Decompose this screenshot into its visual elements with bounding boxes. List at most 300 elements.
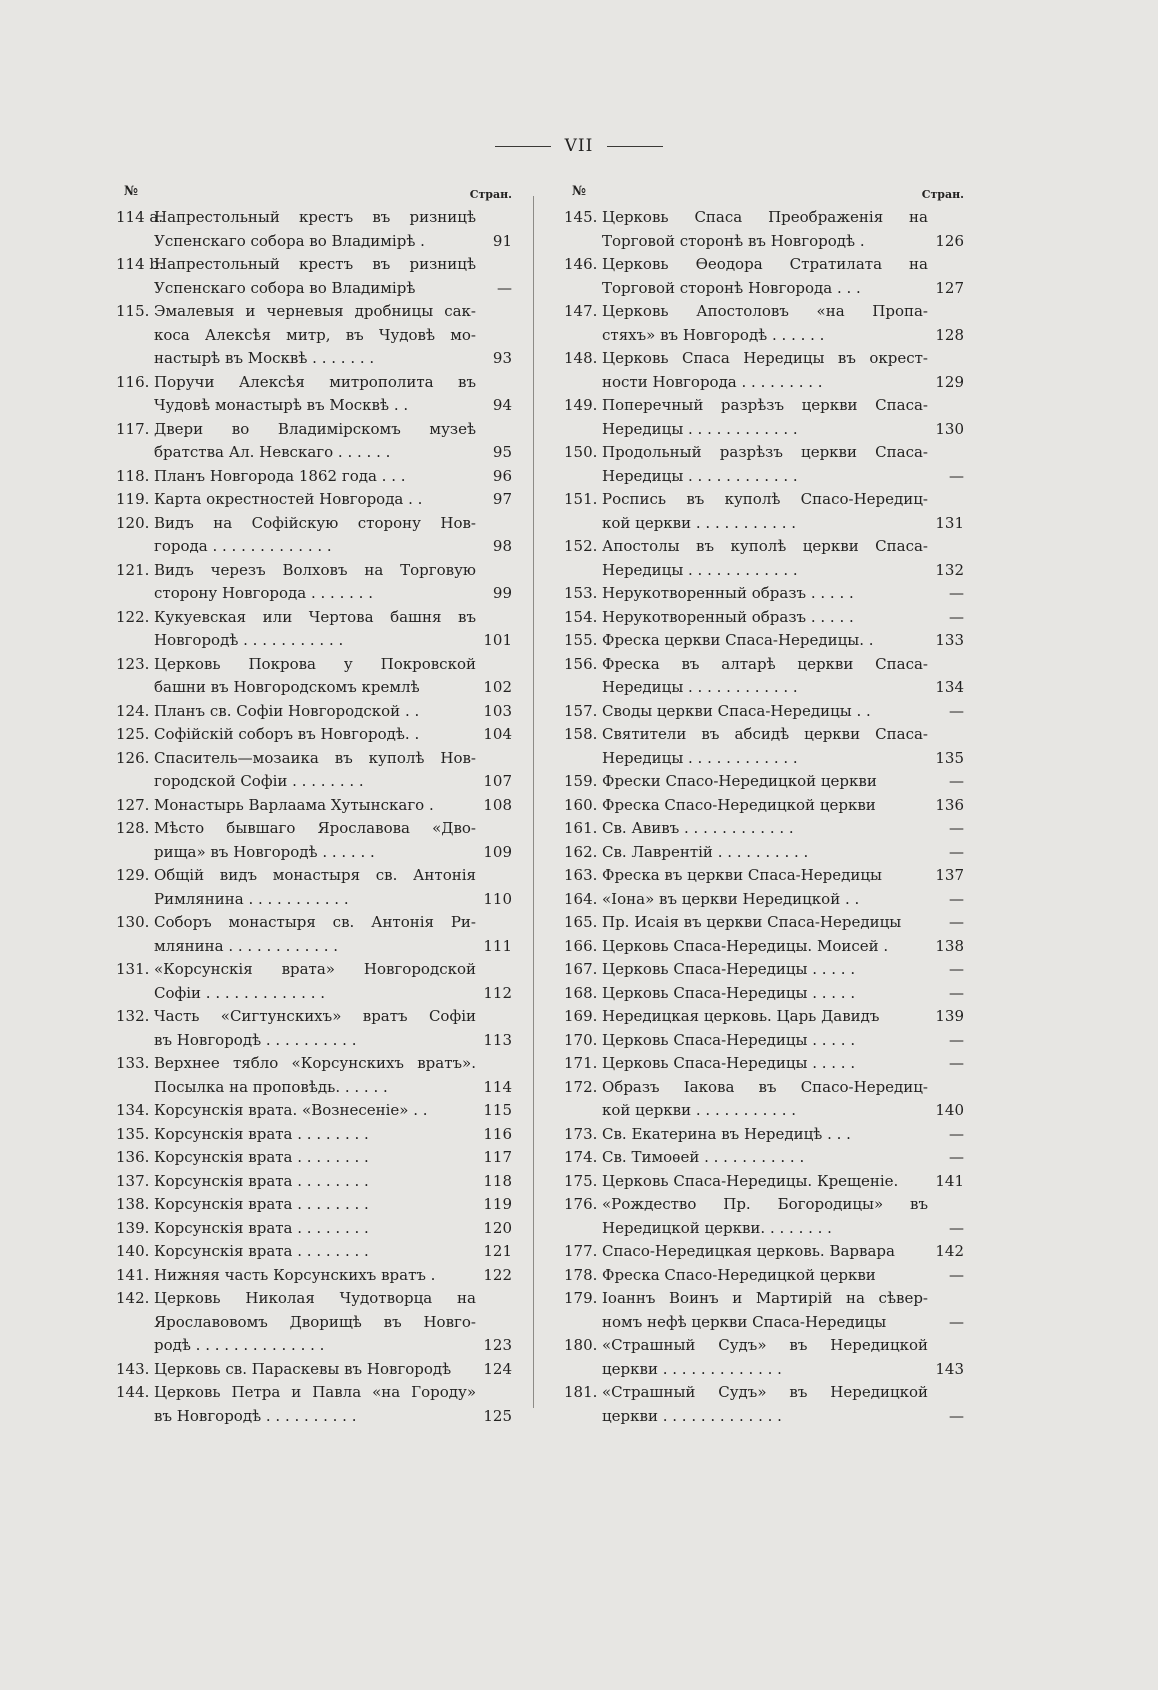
entry-title-line: ности Новгорода . . . . . . . . . [602, 372, 823, 391]
entry-title-line: Нижняя часть Корсунскихъ вратъ . [154, 1265, 436, 1284]
entry-title-line: Напрестольный крестъ въ ризницѣ [154, 208, 476, 226]
list-item [564, 394, 964, 441]
entry-page: 96 [492, 466, 512, 485]
entry-number: 138. [116, 1195, 150, 1213]
entry-title [154, 911, 476, 958]
list-item [116, 653, 512, 700]
list-item [116, 371, 512, 418]
entry-page: — [949, 772, 964, 790]
list-item [564, 206, 964, 253]
entry-title-line: Новгородѣ . . . . . . . . . . . [154, 631, 344, 649]
entry-title [154, 1287, 476, 1358]
entry-title-line: Церковь Спаса-Нередицы . . . . . [602, 960, 856, 978]
entry-page: 101 [483, 631, 512, 649]
list-item [116, 794, 512, 818]
entry-page: 137 [935, 866, 964, 884]
entry-number: 175. [564, 1171, 598, 1190]
entry-title-line: Корсунскія врата . . . . . . . . [154, 1195, 369, 1213]
entry-title-line: Образъ Іакова въ Спасо-Нередиц- [602, 1077, 928, 1096]
entry-title-line: млянина . . . . . . . . . . . . [154, 936, 339, 955]
entry-title-line: города . . . . . . . . . . . . . [154, 537, 332, 555]
page-header [0, 136, 1158, 156]
entry-title-line: Церковь Покрова у Покровской [154, 654, 476, 673]
entry-title [602, 606, 928, 630]
entry-title [602, 700, 928, 724]
entry-number: 145. [564, 208, 598, 226]
entry-title-line: кой церкви . . . . . . . . . . . [602, 513, 797, 532]
entry-number: 160. [564, 795, 598, 814]
entry-number: 134. [116, 1101, 150, 1119]
list-item [564, 841, 964, 865]
list-item [564, 864, 964, 888]
entry-page: 122 [483, 1265, 512, 1284]
entry-number: 172. [564, 1077, 598, 1096]
entry-number: 137. [116, 1171, 150, 1190]
entry-title-line: Чудовѣ монастырѣ въ Москвѣ . . [154, 396, 409, 414]
entry-number: 173. [564, 1124, 598, 1143]
entry-page: 115 [483, 1101, 512, 1119]
entry-title-line: Корсунскія врата . . . . . . . . [154, 1148, 369, 1166]
header-rule-right [607, 146, 663, 147]
entry-page: 114 [483, 1077, 512, 1096]
entry-number: 174. [564, 1148, 598, 1166]
entry-title-line: Спасо-Нередицкая церковь. Варвара [602, 1242, 895, 1260]
entry-page: — [949, 983, 964, 1002]
entry-page: 140 [935, 1101, 964, 1119]
page-number: VII [564, 136, 594, 156]
entry-title [154, 653, 476, 700]
entry-page: 91 [492, 231, 512, 250]
entry-title-line: Соборъ монастыря св. Антонія Ри- [154, 913, 476, 931]
list-item [116, 418, 512, 465]
entry-number: 114 a. [116, 208, 164, 226]
entry-number: 124. [116, 701, 150, 720]
entry-title-line: стяхъ» въ Новгородѣ . . . . . . [602, 325, 825, 344]
entry-page: — [949, 1054, 964, 1072]
entry-page: 108 [483, 795, 512, 814]
entry-number: 176. [564, 1195, 598, 1213]
entry-title [154, 206, 476, 253]
number-header: № [572, 184, 587, 199]
entry-title [602, 1170, 928, 1194]
list-item [116, 1217, 512, 1241]
entry-title-line: номъ нефѣ церкви Спаса-Нередицы [602, 1312, 887, 1331]
entry-title-line: Корсунскія врата . . . . . . . . [154, 1242, 369, 1260]
entry-number: 119. [116, 490, 150, 508]
entry-title-line: Нерукотворенный образъ . . . . . [602, 607, 854, 626]
entry-number: 136. [116, 1148, 150, 1166]
entry-title-line: башни въ Новгородскомъ кремлѣ [154, 678, 420, 696]
entry-number: 114 b. [116, 255, 164, 273]
entry-title [154, 817, 476, 864]
entry-title-line: Нередицы . . . . . . . . . . . . [602, 560, 798, 579]
list-item [564, 1005, 964, 1029]
list-item [116, 1381, 512, 1428]
entry-number: 139. [116, 1218, 150, 1237]
entry-title-line: Фреска въ алтарѣ церкви Спаса- [602, 654, 928, 673]
list-item [564, 347, 964, 394]
entry-title [602, 1076, 928, 1123]
entry-page: 95 [492, 443, 512, 461]
entry-title-line: Нередицы . . . . . . . . . . . . [602, 678, 798, 696]
entry-title [602, 770, 928, 794]
entry-page: 136 [935, 795, 964, 814]
entry-number: 121. [116, 560, 150, 579]
entry-title-line: Верхнее тябло «Корсунскихъ вратъ». [154, 1054, 476, 1072]
entry-number: 142. [116, 1289, 150, 1307]
entry-title-line: Корсунскія врата . . . . . . . . [154, 1124, 369, 1143]
entry-page: — [949, 842, 964, 861]
entry-number: 153. [564, 584, 598, 602]
entry-page: — [949, 889, 964, 908]
entry-title [154, 1052, 476, 1099]
list-item [564, 300, 964, 347]
entry-title [602, 1123, 928, 1147]
entry-page: 127 [935, 278, 964, 297]
entry-title [154, 1146, 476, 1170]
entry-number: 165. [564, 913, 598, 931]
entry-title-line: церкви . . . . . . . . . . . . . [602, 1359, 782, 1378]
entry-title-line: братства Ал. Невскаго . . . . . . [154, 443, 391, 461]
entry-number: 147. [564, 302, 598, 320]
entry-title [154, 700, 476, 724]
entry-page: 98 [492, 537, 512, 555]
entry-title-line: сторону Новгорода . . . . . . . [154, 584, 373, 602]
list-item [116, 1264, 512, 1288]
entry-number: 158. [564, 725, 598, 743]
entry-title [154, 794, 476, 818]
entry-number: 120. [116, 513, 150, 532]
list-item [116, 465, 512, 489]
entry-page: 93 [492, 349, 512, 367]
entry-title [154, 958, 476, 1005]
entry-title-line: церкви . . . . . . . . . . . . . [602, 1406, 782, 1425]
entry-page: 143 [935, 1359, 964, 1378]
entry-title-line: Поперечный разрѣзъ церкви Спаса- [602, 396, 928, 414]
entry-title-line: Монастырь Варлаама Хутынскаго . [154, 795, 434, 814]
list-item [564, 582, 964, 606]
entry-title-line: Мѣсто бывшаго Ярославова «Дво- [154, 819, 476, 837]
entry-title-line: Апостолы въ куполѣ церкви Спаса- [602, 537, 928, 555]
entry-page: — [949, 701, 964, 720]
entry-title-line: Спаситель—мозаика въ куполѣ Нов- [154, 748, 476, 767]
list-item [116, 911, 512, 958]
entry-page: — [949, 1124, 964, 1143]
column-header [116, 184, 512, 206]
list-item [116, 606, 512, 653]
entry-page: 130 [935, 419, 964, 438]
list-item [116, 512, 512, 559]
entry-title [602, 911, 928, 935]
entry-number: 148. [564, 349, 598, 367]
list-item [564, 1264, 964, 1288]
list-item [564, 700, 964, 724]
entry-title-line: Эмалевыя и черневыя дробницы сак- [154, 302, 476, 320]
entry-title-line: Своды церкви Спаса-Нередицы . . [602, 701, 871, 720]
entry-title-line: Успенскаго собора во Владимірѣ . [154, 231, 425, 250]
entry-number: 177. [564, 1242, 598, 1260]
entry-title [602, 441, 928, 488]
entry-title-line: Св. Екатерина въ Нередицѣ . . . [602, 1124, 851, 1143]
entry-title [154, 1217, 476, 1241]
entry-title-line: Нередицы . . . . . . . . . . . . [602, 748, 798, 767]
entry-page: 110 [483, 889, 512, 908]
list-item [564, 723, 964, 770]
entry-page: 126 [935, 231, 964, 250]
entry-number: 143. [116, 1359, 150, 1378]
entry-number: 118. [116, 466, 150, 485]
page-header-label: Стран. [469, 188, 512, 201]
entry-title-line: Св. Авивъ . . . . . . . . . . . . [602, 819, 794, 837]
entry-title [602, 841, 928, 865]
number-header: № [124, 184, 139, 199]
entry-number: 156. [564, 654, 598, 673]
list-item [564, 1287, 964, 1334]
entry-title [602, 1287, 928, 1334]
list-item [564, 1193, 964, 1240]
entry-title-line: Роспись въ куполѣ Спасо-Нередиц- [602, 490, 928, 508]
entry-title-line: Общій видъ монастыря св. Антонія [154, 866, 476, 884]
entry-title-line: «Іона» въ церкви Нередицкой . . [602, 889, 860, 908]
entry-page: 128 [935, 325, 964, 344]
entry-title-line: Нередицкой церкви. . . . . . . . [602, 1218, 832, 1237]
entry-title-line: Церковь Спаса Нередицы въ окрест- [602, 349, 928, 367]
entry-number: 167. [564, 960, 598, 978]
entry-title-line: «Страшный Судъ» въ Нередицкой [602, 1336, 928, 1354]
entry-number: 163. [564, 866, 598, 884]
entry-title-line: Церковь Спаса-Нередицы . . . . . [602, 1030, 856, 1049]
column-divider [533, 196, 534, 1408]
entry-number: 144. [116, 1383, 150, 1401]
entry-title-line: Нередицкая церковь. Царь Давидъ [602, 1007, 880, 1025]
entry-title [154, 512, 476, 559]
entry-title-line: Ярославовомъ Дворищѣ въ Новго- [154, 1312, 476, 1331]
column-header [564, 184, 964, 206]
entry-title-line: Видъ на Софійскую сторону Нов- [154, 513, 476, 532]
entry-page: — [949, 1218, 964, 1237]
list-item [116, 1005, 512, 1052]
entry-title-line: Планъ св. Софіи Новгородской . . [154, 701, 420, 720]
entry-number: 126. [116, 748, 150, 767]
list-item [564, 606, 964, 630]
entry-title [154, 253, 476, 300]
list-item [564, 935, 964, 959]
entry-page: 134 [935, 678, 964, 696]
list-item [564, 911, 964, 935]
entry-title-line: Церковь Николая Чудотворца на [154, 1289, 476, 1307]
entry-page: 107 [483, 772, 512, 790]
entry-number: 135. [116, 1124, 150, 1143]
entry-page: 109 [483, 842, 512, 861]
entry-title [154, 723, 476, 747]
entry-title [602, 347, 928, 394]
entry-title [602, 629, 928, 653]
list-item [564, 958, 964, 982]
entry-title [602, 1264, 928, 1288]
entry-number: 123. [116, 654, 150, 673]
entry-title-line: Нередицы . . . . . . . . . . . . [602, 419, 798, 438]
entry-title [154, 1193, 476, 1217]
entry-number: 164. [564, 889, 598, 908]
entry-title-line: Церковь Спаса-Нередицы. Крещеніе. [602, 1171, 899, 1190]
entry-page: 104 [483, 725, 512, 743]
entry-title [602, 1052, 928, 1076]
list-item [564, 1381, 964, 1428]
entry-title [602, 958, 928, 982]
entry-number: 140. [116, 1242, 150, 1260]
entry-title [602, 394, 928, 441]
entry-title-line: Церковь Спаса-Нередицы . . . . . [602, 983, 856, 1002]
entry-title-line: кой церкви . . . . . . . . . . . [602, 1101, 797, 1119]
entry-number: 116. [116, 372, 150, 391]
entry-title [154, 1099, 476, 1123]
entry-page: 125 [483, 1406, 512, 1425]
entry-number: 178. [564, 1265, 598, 1284]
entry-list [564, 206, 964, 1428]
list-item [116, 1287, 512, 1358]
entry-title-line: Іоаннъ Воинъ и Мартирій на сѣвер- [602, 1289, 928, 1307]
entry-page: — [949, 819, 964, 837]
entry-title [602, 535, 928, 582]
entry-page: 135 [935, 748, 964, 767]
list-item [116, 1123, 512, 1147]
entry-page: — [949, 466, 964, 485]
entry-title [602, 300, 928, 347]
entry-title [154, 864, 476, 911]
entry-number: 171. [564, 1054, 598, 1072]
entry-number: 149. [564, 396, 598, 414]
entry-title [154, 371, 476, 418]
page-header-label: Стран. [921, 188, 964, 201]
entry-page: 138 [935, 936, 964, 955]
entry-title-line: Фреска церкви Спаса-Нередицы. . [602, 631, 874, 649]
entry-number: 152. [564, 537, 598, 555]
list-column-right [564, 184, 964, 1428]
entry-title [154, 559, 476, 606]
entry-title [154, 1381, 476, 1428]
entry-title-line: рища» въ Новгородѣ . . . . . . [154, 842, 375, 861]
entry-title [154, 1240, 476, 1264]
entry-number: 155. [564, 631, 598, 649]
entry-number: 146. [564, 255, 598, 273]
entry-number: 131. [116, 960, 150, 978]
list-item [116, 206, 512, 253]
entry-page: 120 [483, 1218, 512, 1237]
list-item [116, 559, 512, 606]
entry-number: 128. [116, 819, 150, 837]
entry-page: 139 [935, 1007, 964, 1025]
entry-page: 119 [483, 1195, 512, 1213]
list-item [564, 888, 964, 912]
list-item [116, 488, 512, 512]
list-item [116, 817, 512, 864]
entry-page: — [949, 1265, 964, 1284]
entry-title-line: Фрески Спасо-Нередицкой церкви [602, 772, 877, 790]
entry-title-line: Церковь св. Параскевы въ Новгородѣ [154, 1359, 452, 1378]
entry-title-line: Нерукотворенный образъ . . . . . [602, 584, 854, 602]
list-item [564, 253, 964, 300]
entry-title-line: въ Новгородѣ . . . . . . . . . . [154, 1030, 357, 1049]
list-item [116, 1170, 512, 1194]
entry-title-line: Церковь Ѳеодора Стратилата на [602, 255, 928, 273]
list-item [116, 1358, 512, 1382]
entry-title-line: Св. Тимоѳей . . . . . . . . . . . [602, 1148, 805, 1166]
entry-page: — [949, 607, 964, 626]
list-item [116, 1099, 512, 1123]
entry-page: — [949, 960, 964, 978]
entry-number: 170. [564, 1030, 598, 1049]
entry-page: 102 [483, 678, 512, 696]
entry-page: 132 [935, 560, 964, 579]
header-rule-left [495, 146, 551, 147]
list-item [564, 488, 964, 535]
entry-number: 168. [564, 983, 598, 1002]
entry-title [602, 1240, 928, 1264]
entry-number: 127. [116, 795, 150, 814]
entry-title-line: Святители въ абсидѣ церкви Спаса- [602, 725, 928, 743]
entry-number: 129. [116, 866, 150, 884]
entry-title [602, 1381, 928, 1428]
entry-page: — [949, 584, 964, 602]
entry-title-line: Кукуевская или Чертова башня въ [154, 607, 476, 626]
entry-page: 123 [483, 1336, 512, 1354]
list-item [116, 958, 512, 1005]
entry-title-line: Торговой сторонѣ Новгорода . . . [602, 278, 861, 297]
list-item [116, 1146, 512, 1170]
entry-page: — [949, 913, 964, 931]
entry-number: 157. [564, 701, 598, 720]
entry-title-line: Фреска Спасо-Нередицкой церкви [602, 795, 876, 814]
entry-title-line: Корсунскія врата . . . . . . . . [154, 1218, 369, 1237]
entry-title-line: Пр. Исаія въ церкви Спаса-Нередицы [602, 913, 902, 931]
entry-title-line: Церковь Апостоловъ «на Пропа- [602, 302, 928, 320]
entry-title-line: Софійскій соборъ въ Новгородѣ. . [154, 725, 420, 743]
entry-title [602, 935, 928, 959]
entry-title-line: Корсунскія врата. «Вознесеніе» . . [154, 1101, 428, 1119]
entry-title-line: Планъ Новгорода 1862 года . . . [154, 466, 406, 485]
entry-title [154, 1005, 476, 1052]
entry-page: — [949, 1148, 964, 1166]
entry-number: 132. [116, 1007, 150, 1025]
entry-page: 99 [492, 584, 512, 602]
entry-number: 154. [564, 607, 598, 626]
entry-title [602, 653, 928, 700]
entry-page: 97 [492, 490, 512, 508]
entry-title-line: настырѣ въ Москвѣ . . . . . . . [154, 349, 375, 367]
entry-number: 150. [564, 443, 598, 461]
entry-page: 103 [483, 701, 512, 720]
entry-title-line: родѣ . . . . . . . . . . . . . . [154, 1336, 325, 1354]
entry-title-line: коса Алексѣя митр, въ Чудовѣ мо- [154, 325, 476, 344]
list-item [116, 253, 512, 300]
entry-number: 179. [564, 1289, 598, 1307]
list-item [564, 629, 964, 653]
entry-number: 130. [116, 913, 150, 931]
entry-number: 166. [564, 936, 598, 955]
entry-title [154, 1123, 476, 1147]
entry-title-line: «Корсунскія врата» Новгородской [154, 960, 476, 978]
list-item [116, 1052, 512, 1099]
entry-title [602, 864, 928, 888]
entry-title-line: Римлянина . . . . . . . . . . . [154, 889, 349, 908]
entry-page: 142 [935, 1242, 964, 1260]
entry-title [602, 253, 928, 300]
list-item [564, 1029, 964, 1053]
entry-title [602, 1005, 928, 1029]
entry-title [602, 582, 928, 606]
entry-page: 117 [483, 1148, 512, 1166]
list-item [116, 1240, 512, 1264]
